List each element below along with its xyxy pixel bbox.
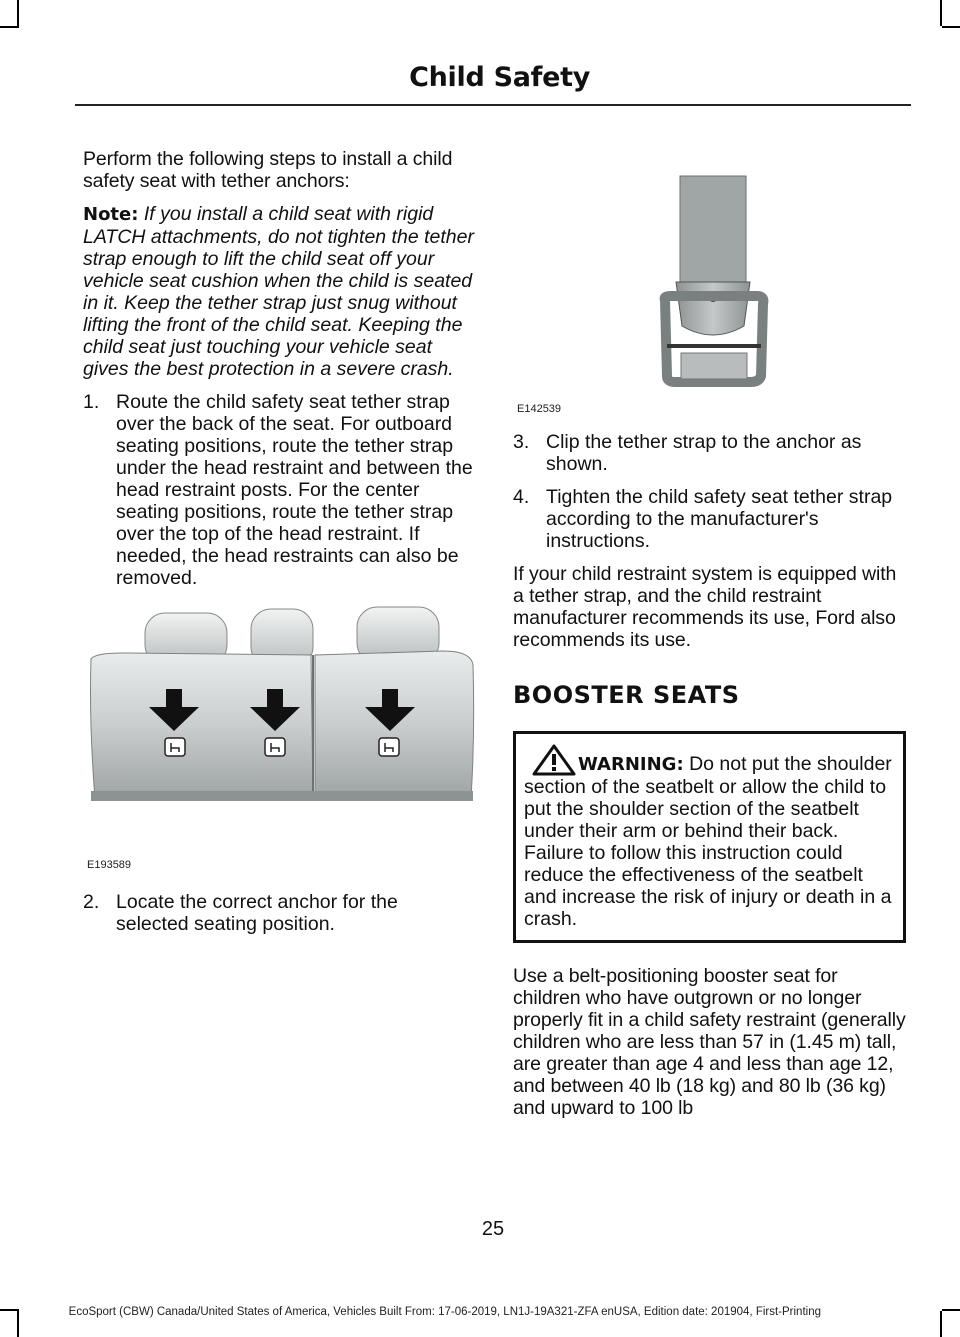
- header-rule: [75, 104, 911, 106]
- intro-paragraph: Perform the following steps to install a child safety seat with tether anchors:: [83, 148, 453, 192]
- step-2: [83, 891, 475, 935]
- child-seat-anchor-icon: [379, 738, 399, 756]
- crop-mark: [0, 26, 19, 28]
- warning-box: [513, 731, 906, 943]
- page-number: 25: [481, 1218, 505, 1240]
- section-heading: BOOSTER SEATS: [513, 681, 740, 709]
- step-text: Clip the tether strap to the anchor as shown.: [546, 431, 862, 475]
- crop-mark: [942, 26, 960, 28]
- step-number: 2.: [83, 891, 100, 913]
- rear-seat-figure: [83, 603, 475, 875]
- left-column: [83, 148, 475, 935]
- tether-paragraph: If your child restraint system is equipped with a tether strap, and the child restraint manufacturer recommends its use, Ford also recommends its use.: [513, 563, 897, 651]
- tether-buckle-figure: [513, 148, 906, 416]
- step-1: [83, 391, 475, 589]
- step-number: 4.: [513, 486, 530, 508]
- child-seat-anchor-icon: [265, 738, 285, 756]
- rear-seat-illustration: [83, 603, 475, 875]
- footer: EcoSport (CBW) Canada/United States of America, Vehicles Built From: 17-06-2019, LN1J-19A321-ZFA enUSA, Edition date: 201904, First-Printing: [68, 1306, 821, 1318]
- step-number: 1.: [83, 391, 100, 413]
- crop-mark: [940, 1311, 942, 1337]
- warning-text: Do not put the shoulder section of the seatbelt or allow the child to put the shoulder section of the seatbelt under their arm or behind their back. Failure to follow this instruction could reduce the effectiveness of the seatbelt and increase the risk of injury or death in a crash.: [524, 753, 892, 930]
- page-title: Child Safety: [409, 62, 590, 93]
- step-3: [513, 431, 906, 475]
- step-text: Locate the correct anchor for the selected seating position.: [116, 891, 398, 935]
- right-column: [513, 148, 906, 1119]
- tether-clip: [676, 282, 750, 335]
- crop-mark: [940, 0, 942, 26]
- step-number: 3.: [513, 431, 530, 453]
- crop-mark: [942, 1309, 960, 1311]
- tether-buckle-illustration: [513, 148, 906, 398]
- child-seat-anchor-icon: [165, 738, 185, 756]
- figure-caption: E142539: [517, 403, 562, 415]
- step-4: [513, 486, 906, 552]
- figure-caption: E193589: [87, 859, 132, 871]
- step-text: Route the child safety seat tether strap over the back of the seat. For outboard seating positions, route the tether strap under the head restraint and between the head restraint posts. For the center seating positions, route the tether strap over the top of the head restraint. If needed, the head restraints can also be removed.: [116, 391, 473, 589]
- note-label: Note:: [83, 204, 139, 225]
- crop-mark: [17, 0, 19, 26]
- step-text: Tighten the child safety seat tether strap according to the manufacturer's instructions.: [546, 486, 893, 552]
- warning-triangle-icon: [532, 744, 576, 776]
- note-paragraph: [83, 203, 475, 380]
- note-text: If you install a child seat with rigid LATCH attachments, do not tighten the tether strap enough to lift the child seat off your vehicle seat cushion when the child is seated in it. Keep the tether strap just snug without lifting the front of the child seat. Keeping the child seat just touching your vehicle seat gives the best protection in a severe crash.: [83, 203, 474, 380]
- warning-label: WARNING:: [578, 754, 684, 775]
- booster-paragraph: Use a belt-positioning booster seat for children who have outgrown or no longer properly fit in a child safety restraint (generally children who are less than 57 in (1.45 m) tall, are greater than age 4 and less than age 12, and between 40 lb (18 kg) and 80 lb (36 kg) and upward to 100 lb: [513, 965, 906, 1119]
